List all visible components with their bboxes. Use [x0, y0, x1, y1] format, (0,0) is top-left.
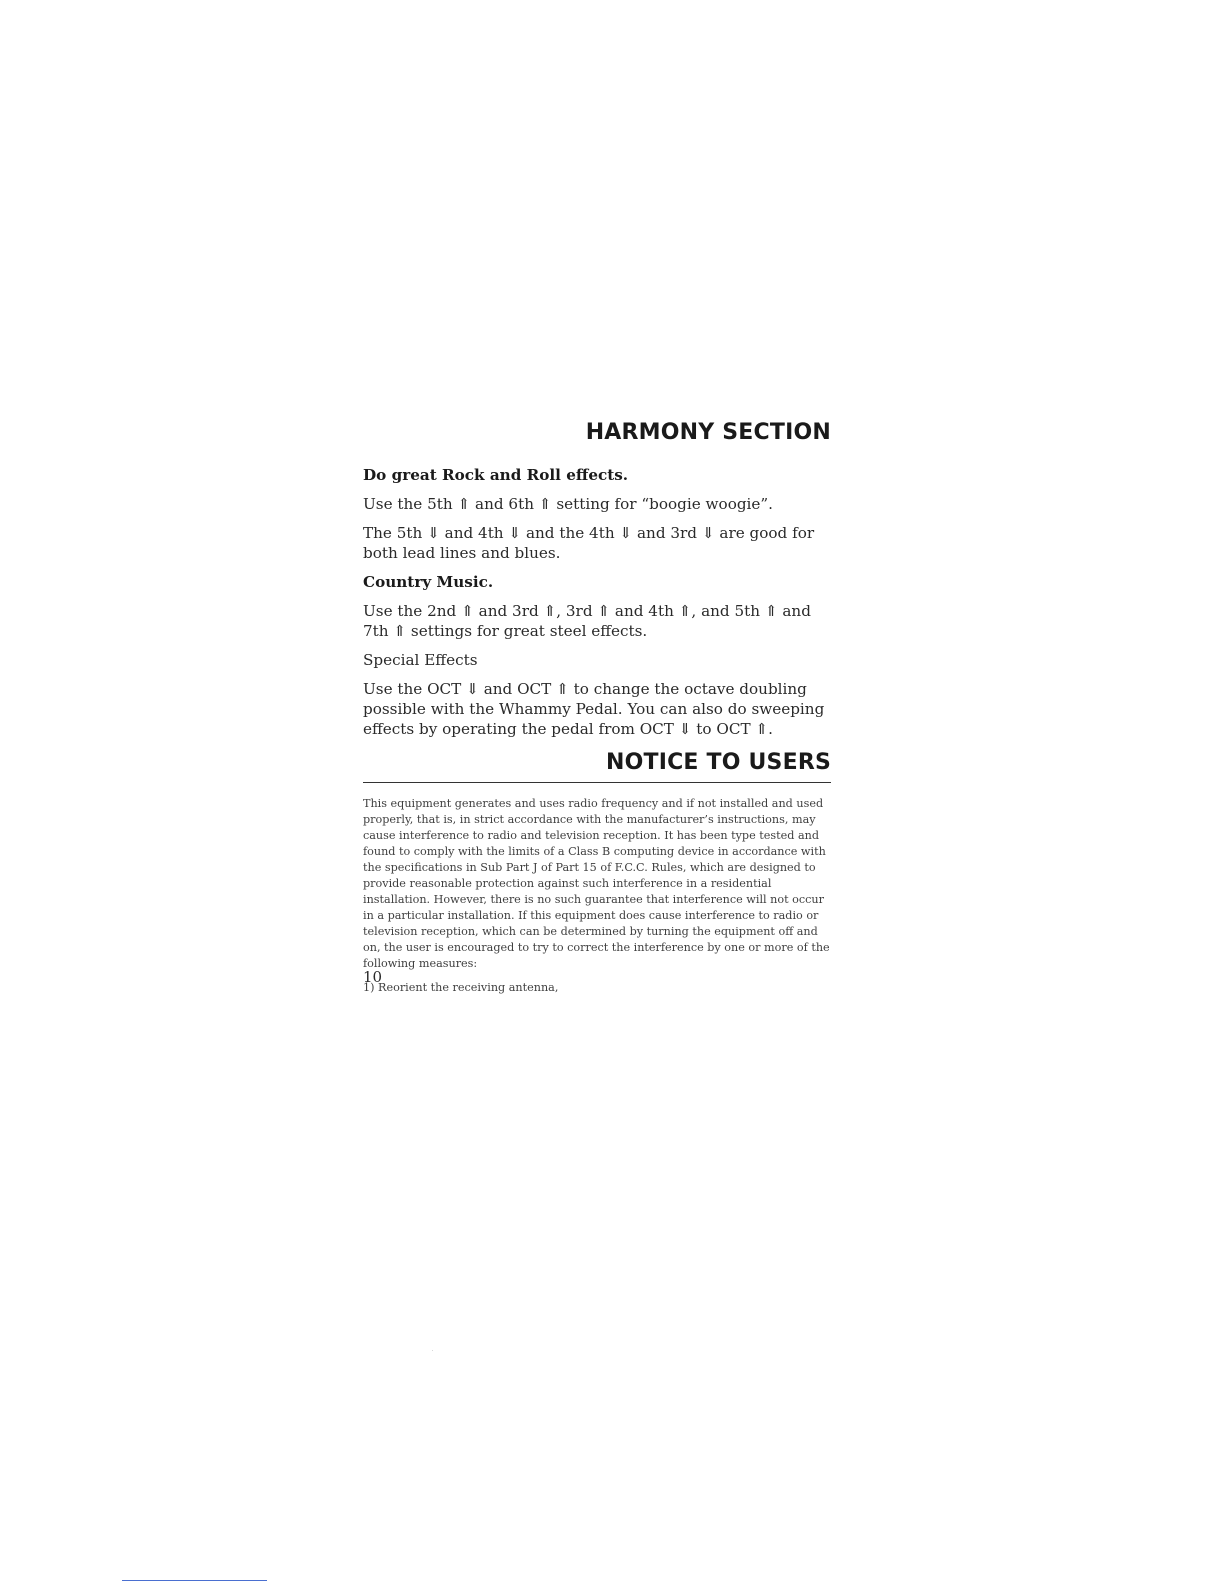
country-music-paragraph: Use the 2nd ⇑ and 3rd ⇑, 3rd ⇑ and 4th ⇑, and 5th ⇑ and 7th ⇑ settings for great steel effects. — [363, 602, 811, 640]
harmony-section-body — [363, 465, 831, 739]
heading-divider — [363, 782, 831, 783]
notice-paragraph: This equipment generates and uses radio frequency and if not installed and used properly, that is, in strict accordance with the manufacturer’s instructions, may cause interference to radio and television reception. It has been type tested and found to comply with the limits of a Class B computing device in accordance with the specifications in Sub Part J of Part 15 of F.C.C. Rules, which are designed to provide reasonable protection against such interference in a residential installation. However, there is no such guarantee that interference will not occur in a particular installation. If this equipment does cause interference to radio or television reception, which can be determined by turning the equipment off and on, the user is encouraged to try to correct the interference by one or more of the following measures: — [363, 797, 830, 970]
notice-measure-1: 1) Reorient the receiving antenna, — [363, 981, 559, 994]
notice-section-body — [363, 796, 831, 996]
bottom-link-underline[interactable] — [122, 1580, 267, 1581]
special-effects-paragraph: Use the OCT ⇓ and OCT ⇑ to change the octave doubling possible with the Whammy Pedal. You can also do sweeping effects by operating the pedal from OCT ⇓ to OCT ⇑. — [363, 680, 825, 738]
page-number: 10 — [363, 968, 383, 986]
scan-speck — [432, 1350, 433, 1351]
harmony-section-heading: HARMONY SECTION — [585, 420, 831, 445]
rock-and-roll-subheading: Do great Rock and Roll effects. — [363, 466, 629, 484]
rock-and-roll-paragraph-1: Use the 5th ⇑ and 6th ⇑ setting for “boogie woogie”. — [363, 495, 773, 513]
country-music-subheading: Country Music. — [363, 573, 494, 591]
rock-and-roll-paragraph-2: The 5th ⇓ and 4th ⇓ and the 4th ⇓ and 3rd ⇓ are good for both lead lines and blues. — [363, 524, 815, 562]
notice-to-users-heading: NOTICE TO USERS — [605, 750, 831, 775]
special-effects-subheading: Special Effects — [363, 651, 478, 669]
